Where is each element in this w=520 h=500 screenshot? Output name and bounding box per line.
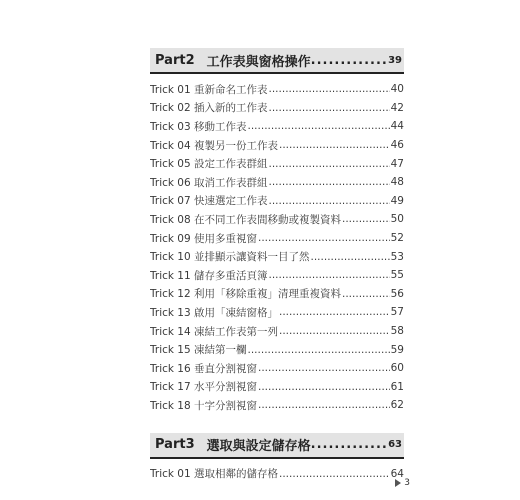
part-section-part2 bbox=[150, 48, 404, 415]
toc-item-label: Trick 09 使用多重視窗 bbox=[150, 232, 257, 245]
toc-item[interactable] bbox=[150, 396, 404, 415]
toc-item[interactable] bbox=[150, 210, 404, 229]
toc-item-label: Trick 01 重新命名工作表 bbox=[150, 83, 268, 96]
dot-leader bbox=[342, 288, 390, 300]
toc-item-page: 44 bbox=[390, 120, 404, 133]
toc-item[interactable] bbox=[150, 173, 404, 192]
toc-item[interactable] bbox=[150, 136, 404, 155]
toc-item[interactable] bbox=[150, 285, 404, 304]
part-title: 工作表與窗格操作 bbox=[206, 54, 311, 70]
toc-item-list bbox=[150, 80, 404, 415]
toc-item[interactable] bbox=[150, 303, 404, 322]
dot-leader bbox=[269, 176, 390, 188]
toc-item-page: 58 bbox=[390, 325, 404, 338]
header-underline bbox=[150, 457, 404, 459]
toc-item-label: Trick 02 插入新的工作表 bbox=[150, 102, 268, 115]
dot-leader bbox=[279, 139, 390, 151]
part-header[interactable] bbox=[150, 433, 404, 457]
table-of-contents bbox=[150, 48, 404, 483]
dot-leader bbox=[342, 213, 390, 225]
toc-item[interactable] bbox=[150, 266, 404, 285]
toc-item-label: Trick 05 設定工作表群組 bbox=[150, 158, 268, 171]
toc-item-page: 61 bbox=[390, 380, 404, 393]
dot-leader bbox=[311, 437, 388, 452]
toc-item-page: 56 bbox=[390, 287, 404, 300]
toc-item[interactable] bbox=[150, 99, 404, 118]
toc-item[interactable] bbox=[150, 322, 404, 341]
dot-leader bbox=[258, 399, 390, 411]
dot-leader bbox=[279, 306, 390, 318]
dot-leader bbox=[269, 195, 390, 207]
toc-item-page: 64 bbox=[390, 467, 404, 480]
toc-item[interactable] bbox=[150, 359, 404, 378]
footer-page-number: 3 bbox=[404, 478, 410, 488]
part-title: 選取與設定儲存格 bbox=[206, 439, 311, 455]
toc-item-page: 47 bbox=[390, 157, 404, 170]
dot-leader bbox=[258, 362, 390, 374]
part-number: Part2 bbox=[155, 52, 195, 68]
toc-item-label: Trick 18 十字分割視窗 bbox=[150, 399, 257, 412]
dot-leader bbox=[248, 344, 390, 356]
toc-item-label: Trick 14 凍結工作表第一列 bbox=[150, 325, 278, 338]
toc-item-label: Trick 13 啟用「凍結窗格」 bbox=[150, 306, 278, 319]
toc-item-page: 62 bbox=[390, 399, 404, 412]
dot-leader bbox=[269, 269, 390, 281]
toc-item-page: 60 bbox=[390, 362, 404, 375]
toc-item-label: Trick 12 利用「移除重複」清理重複資料 bbox=[150, 288, 341, 301]
page-footer bbox=[395, 478, 410, 488]
toc-item-label: Trick 08 在不同工作表間移動或複製資料 bbox=[150, 213, 341, 226]
part-section-part3 bbox=[150, 433, 404, 484]
dot-leader bbox=[311, 53, 388, 68]
toc-item-label: Trick 01 選取相鄰的儲存格 bbox=[150, 468, 278, 481]
toc-item-label: Trick 07 快速選定工作表 bbox=[150, 195, 268, 208]
toc-item-label: Trick 11 儲存多重活頁簿 bbox=[150, 269, 268, 282]
toc-item-label: Trick 04 複製另一份工作表 bbox=[150, 139, 278, 152]
dot-leader bbox=[248, 120, 390, 132]
toc-item-page: 46 bbox=[390, 139, 404, 152]
part-page-number: 39 bbox=[388, 54, 402, 66]
part-number: Part3 bbox=[155, 437, 195, 453]
toc-item[interactable] bbox=[150, 378, 404, 397]
toc-item[interactable] bbox=[150, 229, 404, 248]
toc-item-page: 57 bbox=[390, 306, 404, 319]
section-spacer bbox=[150, 415, 404, 433]
toc-item-list bbox=[150, 465, 404, 484]
toc-item-label: Trick 17 水平分割視窗 bbox=[150, 381, 257, 394]
toc-item-label: Trick 03 移動工作表 bbox=[150, 120, 247, 133]
toc-item-page: 52 bbox=[390, 232, 404, 245]
toc-item-page: 55 bbox=[390, 269, 404, 282]
dot-leader bbox=[258, 381, 390, 393]
dot-leader bbox=[269, 83, 390, 95]
dot-leader bbox=[279, 468, 390, 480]
toc-item-label: Trick 16 垂直分割視窗 bbox=[150, 362, 257, 375]
triangle-right-icon bbox=[395, 479, 401, 487]
toc-item-page: 42 bbox=[390, 101, 404, 114]
part-page-number: 63 bbox=[388, 439, 402, 451]
header-underline bbox=[150, 72, 404, 74]
dot-leader bbox=[311, 251, 390, 263]
toc-item-label: Trick 10 並排顯示讓資料一目了然 bbox=[150, 251, 310, 264]
toc-item-page: 40 bbox=[390, 83, 404, 96]
toc-item-page: 59 bbox=[390, 343, 404, 356]
toc-item[interactable] bbox=[150, 154, 404, 173]
toc-item[interactable] bbox=[150, 247, 404, 266]
part-header[interactable] bbox=[150, 48, 404, 72]
dot-leader bbox=[269, 102, 390, 114]
toc-item[interactable] bbox=[150, 465, 404, 484]
toc-item-label: Trick 06 取消工作表群組 bbox=[150, 176, 268, 189]
toc-item[interactable] bbox=[150, 117, 404, 136]
toc-item-page: 50 bbox=[390, 213, 404, 226]
dot-leader bbox=[279, 325, 390, 337]
dot-leader bbox=[269, 158, 390, 170]
toc-item[interactable] bbox=[150, 340, 404, 359]
toc-item-page: 48 bbox=[390, 176, 404, 189]
toc-item-page: 49 bbox=[390, 194, 404, 207]
toc-item[interactable] bbox=[150, 80, 404, 99]
dot-leader bbox=[258, 232, 390, 244]
toc-item-page: 53 bbox=[390, 250, 404, 263]
toc-item[interactable] bbox=[150, 192, 404, 211]
toc-item-label: Trick 15 凍結第一欄 bbox=[150, 344, 247, 357]
